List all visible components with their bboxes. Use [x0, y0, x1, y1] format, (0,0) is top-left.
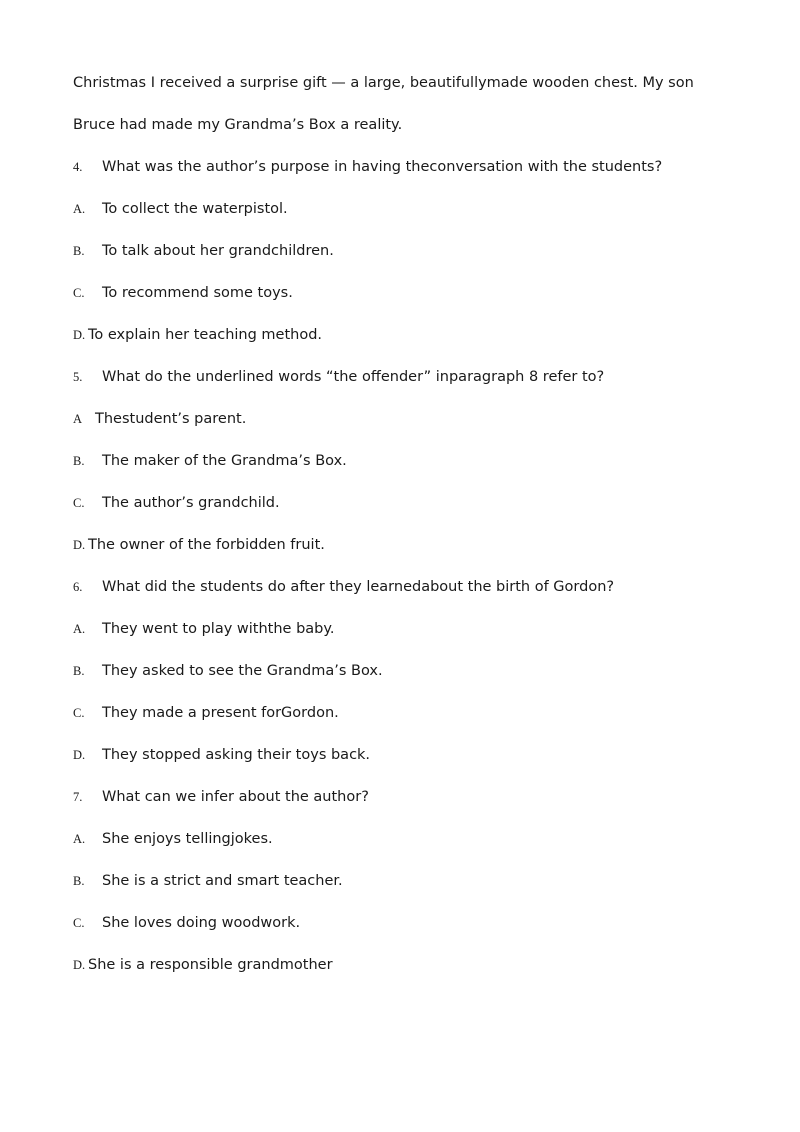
option-letter: D. — [73, 328, 86, 342]
option-row — [73, 617, 334, 641]
option-letter: B. — [73, 664, 85, 678]
option-text: She enjoys tellingjokes. — [102, 831, 273, 847]
option-text: To collect the waterpistol. — [102, 201, 288, 217]
option-text: The author’s grandchild. — [102, 495, 280, 511]
question-text: What do the underlined words “the offender” inparagraph 8 refer to? — [102, 369, 605, 385]
option-letter: A. — [73, 832, 86, 846]
option-text: She loves doing woodwork. — [102, 915, 301, 931]
question-number: 4. — [73, 160, 83, 174]
option-row — [73, 281, 293, 305]
question-number: 7. — [73, 790, 83, 804]
option-row — [73, 533, 325, 557]
option-letter: A — [73, 412, 83, 426]
option-text: To talk about her grandchildren. — [102, 243, 334, 259]
option-letter: B. — [73, 244, 85, 258]
option-text: They asked to see the Grandma’s Box. — [102, 663, 383, 679]
option-letter: B. — [73, 454, 85, 468]
option-text: They stopped asking their toys back. — [102, 747, 371, 763]
option-text: To recommend some toys. — [102, 285, 293, 301]
option-row — [73, 491, 280, 515]
option-letter: D. — [73, 958, 86, 972]
option-letter: D. — [73, 748, 86, 762]
question-text: What can we infer about the author? — [102, 789, 369, 805]
option-row — [73, 449, 347, 473]
question-4 — [73, 155, 662, 179]
option-row — [73, 659, 383, 683]
option-row — [73, 869, 343, 893]
option-row — [73, 239, 334, 263]
option-letter: C. — [73, 496, 85, 510]
option-text: To explain her teaching method. — [88, 327, 323, 343]
option-text: She is a responsible grandmother — [88, 957, 333, 973]
option-letter: C. — [73, 916, 85, 930]
passage-line: Bruce had made my Grandma’s Box a reality. — [73, 117, 403, 133]
option-letter: A. — [73, 202, 86, 216]
question-6 — [73, 575, 614, 599]
question-5 — [73, 365, 604, 389]
question-number: 5. — [73, 370, 83, 384]
question-text: What was the author’s purpose in having theconversation with the students? — [102, 159, 663, 175]
option-row — [73, 323, 322, 347]
option-row — [73, 827, 273, 851]
option-text: The maker of the Grandma’s Box. — [102, 453, 347, 469]
question-7 — [73, 785, 369, 809]
option-letter: C. — [73, 286, 85, 300]
option-text: They made a present forGordon. — [102, 705, 339, 721]
option-row — [73, 911, 300, 935]
option-row — [73, 197, 288, 221]
option-row — [73, 953, 333, 977]
option-letter: B. — [73, 874, 85, 888]
option-text: They went to play withthe baby. — [102, 621, 335, 637]
passage-line: Christmas I received a surprise gift — a large, beautifullymade wooden chest. My son — [73, 75, 694, 91]
option-row — [73, 743, 370, 767]
option-row — [73, 701, 339, 725]
option-text: Thestudent’s parent. — [95, 411, 247, 427]
option-text: The owner of the forbidden fruit. — [88, 537, 325, 553]
option-letter: D. — [73, 538, 86, 552]
question-text: What did the students do after they learnedabout the birth of Gordon? — [102, 579, 615, 595]
option-letter: A. — [73, 622, 86, 636]
question-number: 6. — [73, 580, 83, 594]
option-text: She is a strict and smart teacher. — [102, 873, 343, 889]
option-letter: C. — [73, 706, 85, 720]
option-row — [73, 407, 246, 431]
